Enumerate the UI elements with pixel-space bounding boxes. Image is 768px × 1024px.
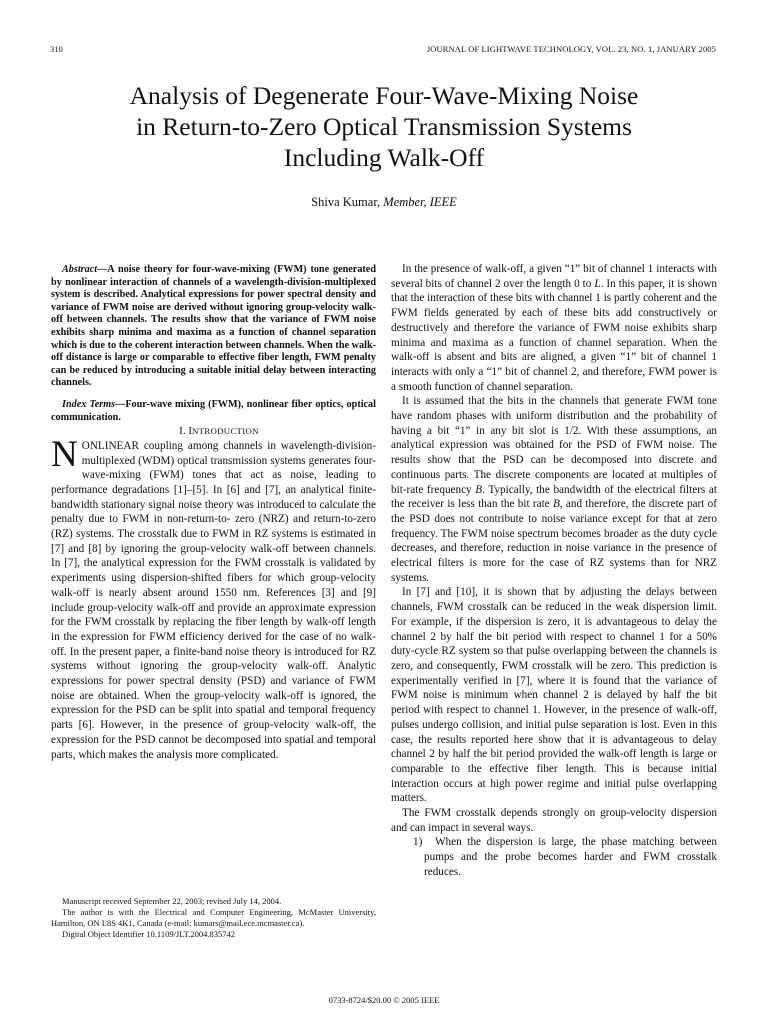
title-line: Including Walk-Off	[283, 143, 485, 172]
body-paragraph: The FWM crosstalk depends strongly on group-velocity dispersion and can impact in several ways.	[391, 807, 717, 834]
author-membership: Member, IEEE	[383, 195, 457, 209]
index-terms-text: Four-wave mixing (FWM), nonlinear fiber optics, optical communication.	[51, 398, 376, 423]
text-run: . In this paper, it is shown that the interaction of these bits with channel 1 is partly coherent and the FWM fields generated by each of these bits add constructively or destructively and therefore the variance of FWM noise exhibits sharp minima and maxima as a function of channel separation. When the walk-off is absent and bits are aligned, a given “1” bit of channel 1 interacts with only a “1” bit of channel 2, and therefore, FWM power is a smooth function of channel separation.	[391, 277, 717, 393]
index-terms-label: Index Terms	[62, 398, 116, 410]
list-item	[391, 835, 717, 879]
copyright-line: 0733-8724/$20.00 © 2005 IEEE	[328, 995, 440, 1005]
running-header	[50, 44, 716, 56]
abstract-label: Abstract	[62, 264, 98, 275]
text-run: . Typically, the bandwidth of the electrical filters at the receiver is less than the bit rate	[391, 483, 717, 511]
journal-header: JOURNAL OF LIGHTWAVE TECHNOLOGY, VOL. 23, NO. 1, JANUARY 2005	[426, 44, 716, 54]
author-line	[0, 195, 768, 210]
index-terms-dash: —	[115, 398, 126, 410]
math-variable: B	[552, 498, 560, 511]
list-text: When the dispersion is large, the phase matching between pumps and the probe becomes harder and FWM crosstalk reduces.	[424, 836, 717, 878]
footnote: Manuscript received September 22, 2003; revised July 14, 2004.	[62, 896, 282, 906]
section-numeral: I.	[179, 425, 186, 438]
text-run: It is assumed that the bits in the channels that generate FWM tone have random phases with uniform distribution and the probability of having a bit “1” in any bit slot is 1/2. With these assumptions, an analytical expression was obtained for the PSD of FWM noise. The results show that the PSD can be decomposed into discrete and continuous parts. The discrete components are located at multiples of bit-rate frequency	[391, 395, 717, 496]
numbered-list	[391, 835, 717, 879]
body-paragraph: In [7] and [10], it is shown that by adjusting the delays between channels, FWM crosstalk can be reduced in the weak dispersion limit. For example, if the dispersion is zero, it is advantageous to delay the channel 2 by half the bit period with respect to channel 1 for a 50% duty-cycle RZ system so that pulse overlapping between the channels is zero, and consequently, FWM crosstalk will be zero. This prediction is experimentally verified in [7], where it is found that the variance of FWM noise is minimum when channel 2 is delayed by half the bit period with respect to channel 1. However, in the presence of walk-off, pulses undergo collision, and initial pulse separation is lost. Even in this case, the results reported here show that it is advantageous to delay channel 2 by half the bit period provided the walk-off length is large or comparable to the effective fiber length. This is because initial interaction occurs at high power regime and initial pulse overlapping matters.	[391, 586, 717, 805]
section-heading	[51, 424, 376, 439]
footnote: The author is with the Electrical and Computer Engineering, McMaster University, Hamilton, ON L8S 4K1, Canada (e-mail: kumars@mail.ece.mcmaster.ca).	[51, 907, 376, 928]
right-column	[391, 262, 717, 880]
intro-text: coupling among channels in wavelength-division-multiplexed (WDM) optical transmission systems generates four-wave-mixing (FWM) tones that act as noise, leading to performance degradations [1]–[5]. In [6] and [7], an analytical finite-bandwidth stationary signal noise theory was introduced to calculate the penalty due to FWM in non-return-to- zero (NRZ) and return-to-zero (RZ) systems. The crosstalk due to FWM in RZ systems is estimated in [7] and [8] by ignoring the group-velocity walk-off between channels. In [7], the analytical expression for the FWM crosstalk is validated by experiments using dispersion-shifted fibers for which group-velocity walk-off is nearly absent around 1550 nm. References [3] and [9] include group-velocity walk-off and provide an approximate expression for the FWM crosstalk by replacing the fiber length by walk-off length in the expression for FWM efficiency derived for the case of no walk-off. In the present paper, a finite-band noise theory is introduced for RZ systems without ignoring the group-velocity walk-off. Analytic expressions for power spectral density (PSD) and variance of FWM noise are obtained. When the group-velocity walk-off is ignored, the expression for the PSD can be split into spatial and temporal frequency parts [6]. However, in the presence of group-velocity walk-off, the expression for the PSD cannot be decomposed into spatial and temporal parts, which makes the analysis more complicated.	[51, 439, 376, 761]
text-run: , and therefore, the discrete part of the PSD does not contribute to noise variance except for that at zero frequency. The FWM noise spectrum becomes broader as the duty cycle decreases, and therefore, reduction in noise variance in the presence of electrical filters is more for the case of RZ systems than for NRZ systems.	[391, 498, 717, 584]
index-terms	[51, 399, 376, 424]
footnote: Digital Object Identifier 10.1109/JLT.2004.835742	[62, 929, 235, 939]
title-line: in Return-to-Zero Optical Transmission Systems	[136, 112, 632, 141]
author-name: Shiva Kumar,	[311, 195, 381, 209]
section-first-letter: I	[188, 425, 192, 438]
drop-cap: N	[51, 433, 78, 475]
math-variable: L	[594, 277, 601, 290]
intro-lead-word: ONLINEAR	[81, 439, 139, 452]
footnotes	[51, 896, 376, 940]
abstract	[51, 264, 376, 390]
abstract-text: A noise theory for four-wave-mixing (FWM) tone generated by nonlinear interaction of channels of a wavelength-division-multiplexed system is described. Analytical expressions for power spectral density and variance of FWM noise are derived without ignoring group-velocity walk-off between channels. The results show that the variance of FWM noise exhibits sharp minima and maxima as a function of channel separation which is due to the coherent interaction between channels. When the walk-off distance is large or comparable to effective fiber length, FWM penalty can be reduced by introducing a suitable initial delay between interacting channels.	[51, 264, 376, 389]
math-variable: B	[475, 483, 483, 496]
left-column	[51, 264, 376, 762]
body-paragraph	[391, 394, 717, 585]
section-rest: NTRODUCTION	[192, 426, 259, 437]
list-number: 1)	[413, 836, 423, 849]
paper-title	[40, 80, 728, 173]
title-line: Analysis of Degenerate Four-Wave-Mixing Noise	[129, 81, 639, 110]
intro-paragraph	[51, 433, 376, 762]
page-number: 310	[50, 44, 63, 54]
text-run: In the presence of walk-off, a given “1” bit of channel 1 interacts with several bits of channel 2 over the length 0 to	[391, 263, 717, 290]
body-paragraph	[391, 262, 717, 394]
abstract-dash: —	[97, 264, 108, 275]
